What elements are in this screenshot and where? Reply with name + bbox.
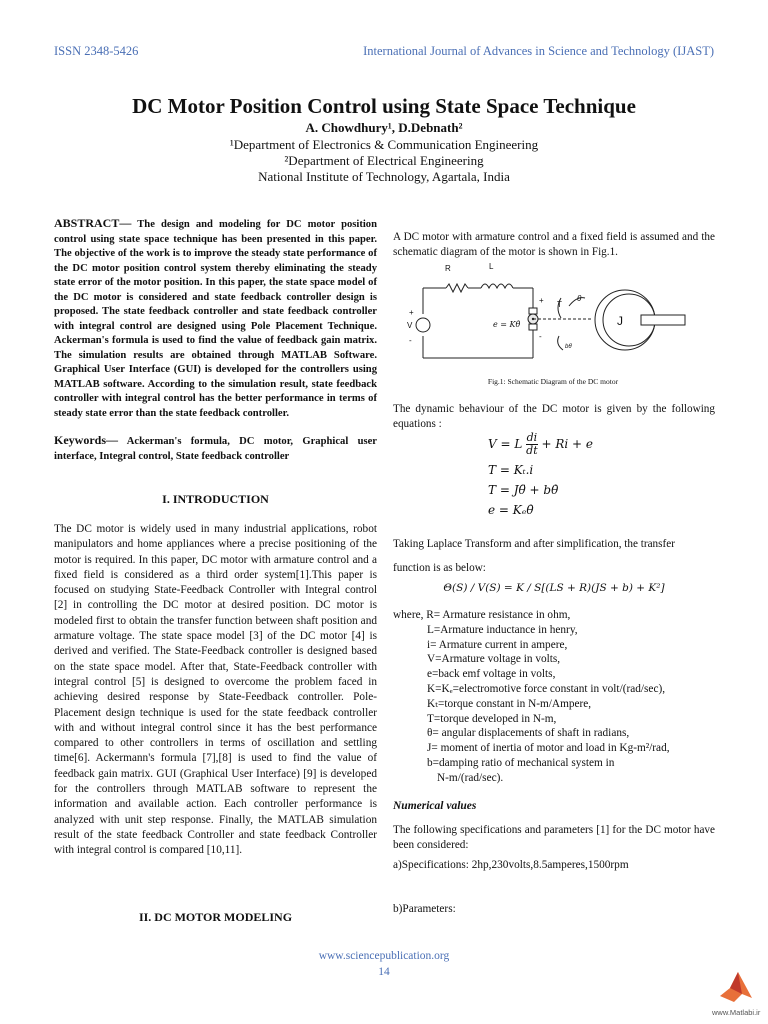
schematic-figure <box>393 258 713 373</box>
label-theta: θ <box>577 294 582 303</box>
eq1-denominator: dt <box>526 444 538 457</box>
paper-authors: A. Chowdhury¹, D.Debnath² <box>305 120 463 135</box>
affiliation-2: ²Department of Electrical Engineering <box>284 153 484 168</box>
transfer-function: Θ(S) / V(S) = K / S[(LS + R)(JS + b) + K²] <box>443 582 665 594</box>
equation-back-emf: e = Kₑθ̇ <box>488 503 534 517</box>
section-heading-modeling: II. DC MOTOR MODELING <box>138 910 293 924</box>
label-inductor: L <box>489 262 494 271</box>
definition-item: K=Kₑ=electromotive force constant in volt/(rad/sec), <box>427 682 666 695</box>
label-minus: - <box>409 336 412 345</box>
abstract-lead: ABSTRACT— <box>54 216 132 230</box>
label-back-emf: e = Kθ̇ <box>493 320 521 329</box>
definition-where: where, R= Armature resistance in ohm, <box>393 609 571 621</box>
introduction-text: The DC motor is widely used in many industrial applications, robot manipulators and home appliances where a precise positioning of the motor is required. In this paper, DC motor with armature control and a fixed field is considered as a third order system[1].This paper is focused on studying State-Feedback Controller with Integral control [2] in controlling the DC motor at desired position. DC motor is modeled first to obtain the transfer function between shaft position and armature voltage. The state space model [3] of the DC motor [4] is derived and verified. The State-Feedback controller is designed based on the state space model. After that, State-Feedback controller with integral control [5] is designed to overcome the problem faced in achieving desired response by State-Feedback controller. Pole-Placement design technique is used for the state feedback controller with and without integral control since it has the best performance compared to other controllers in terms of oscillation and settling time[6]. Ackermann's formula [7],[8] is used to find the value of feedback gain matrix. GUI (Graphical User Interface) [9] is developed for the controllers through MATLAB software to represent the information and available action. Each controller performance is analyzed with unit step response. Finally, the MATLAB simulation result of the state feedback Controller and state feedback Controller with integral control is compared [10,11]. <box>54 523 377 857</box>
eq1-fraction <box>526 432 537 457</box>
definition-item: e=back emf voltage in volts, <box>427 668 556 681</box>
definition-item: b=damping ratio of mechanical system in <box>427 756 615 769</box>
keywords-lead: Keywords— <box>54 433 118 447</box>
header-issn: ISSN 2348-5426 <box>54 44 139 58</box>
label-plus: + <box>409 308 414 317</box>
label-torque: T <box>557 300 562 309</box>
eq1-left: V = L <box>488 437 523 451</box>
label-voltage: V <box>407 321 413 330</box>
affiliation-1: ¹Department of Electronics & Communication Engineering <box>229 137 539 152</box>
abstract-text: The design and modeling for DC motor position control using state space technique has been presented in this paper. The objective of the work is to improve the steady state performance of the DC motor position control system thereby eliminating the steady state error of the motor position. In this paper, the state space model of the DC motor is considered and state feedback controller design is proposed. The state feedback controller and state feedback controller with integral control are designed using Pole Placement Technique. Ackerman's formula is used to find the value of feedback gain matrix. The simulation results are obtained through MATLAB Software. Graphical User Interface (GUI) is developed for the controllers using MATLAB software. According to the simulation result, state feedback controller with integral control has the better performance in terms of steady state error than the state feedback controller. <box>54 219 377 419</box>
schematic-diagram <box>393 258 713 373</box>
label-damping: bθ̇ <box>565 344 572 350</box>
eq1-right: + Ri + e <box>541 437 593 451</box>
definition-item: θ= angular displacements of shaft in radians, <box>427 727 630 740</box>
keywords <box>54 433 377 464</box>
definition-item-continued: N-m/(rad/sec). <box>437 771 504 784</box>
transfer-function-label: function is as below: <box>393 562 486 574</box>
variable-definitions <box>393 608 733 786</box>
dynamics-text: The dynamic behaviour of the DC motor is given by the following equations : <box>393 403 715 431</box>
watermark-url: www.Matlabi.ir <box>712 1008 761 1017</box>
affiliation-3: National Institute of Technology, Agartala, India <box>258 169 510 184</box>
header-journal: International Journal of Advances in Science and Technology (IJAST) <box>363 44 714 58</box>
equation-voltage <box>488 432 593 457</box>
definition-item: i= Armature current in ampere, <box>427 638 568 651</box>
keywords-text: Ackerman's formula, DC motor, Graphical user interface, Integral control, State feedback controller <box>54 436 377 462</box>
abstract <box>54 216 377 421</box>
label-motor-minus: - <box>539 332 542 341</box>
parameters: b)Parameters: <box>393 903 456 915</box>
footer-url: www.sciencepublication.org <box>318 950 450 962</box>
definition-item: T=torque developed in N-m, <box>427 712 557 725</box>
label-resistor: R <box>445 264 451 273</box>
numerical-values-heading: Numerical values <box>393 800 477 812</box>
equation-torque-mechanical: T = Jθ̈ + bθ̇ <box>488 483 559 497</box>
matlab-logo-icon <box>716 968 756 1013</box>
equation-torque-current: T = Kₜ.i <box>488 463 534 477</box>
specs-intro: The following specifications and parameters [1] for the DC motor have been considered: <box>393 824 715 852</box>
label-inertia: J <box>617 314 623 328</box>
section-heading-introduction: I. INTRODUCTION <box>162 492 269 506</box>
modeling-intro: A DC motor with armature control and a fixed field is assumed and the schematic diagram of the motor is shown in Fig.1. <box>393 231 715 259</box>
page-number: 14 <box>378 966 390 978</box>
specifications: a)Specifications: 2hp,230volts,8.5amperes,1500rpm <box>393 859 629 871</box>
matlab-logo-graphic <box>716 968 756 1008</box>
eq1-numerator: di <box>526 431 538 444</box>
figure-caption: Fig.1: Schematic Diagram of the DC motor <box>487 377 619 386</box>
laplace-text: Taking Laplace Transform and after simplification, the transfer <box>393 538 675 550</box>
definition-item: Kₜ=torque constant in N-m/Ampere, <box>427 697 592 710</box>
paper-title: DC Motor Position Control using State Space Technique <box>132 94 636 118</box>
definition-item: J= moment of inertia of motor and load in Kg-m²/rad, <box>427 742 670 755</box>
definition-item: L=Armature inductance in henry, <box>427 623 578 636</box>
label-motor-plus: + <box>539 296 544 305</box>
definition-item: V=Armature voltage in volts, <box>427 653 561 666</box>
